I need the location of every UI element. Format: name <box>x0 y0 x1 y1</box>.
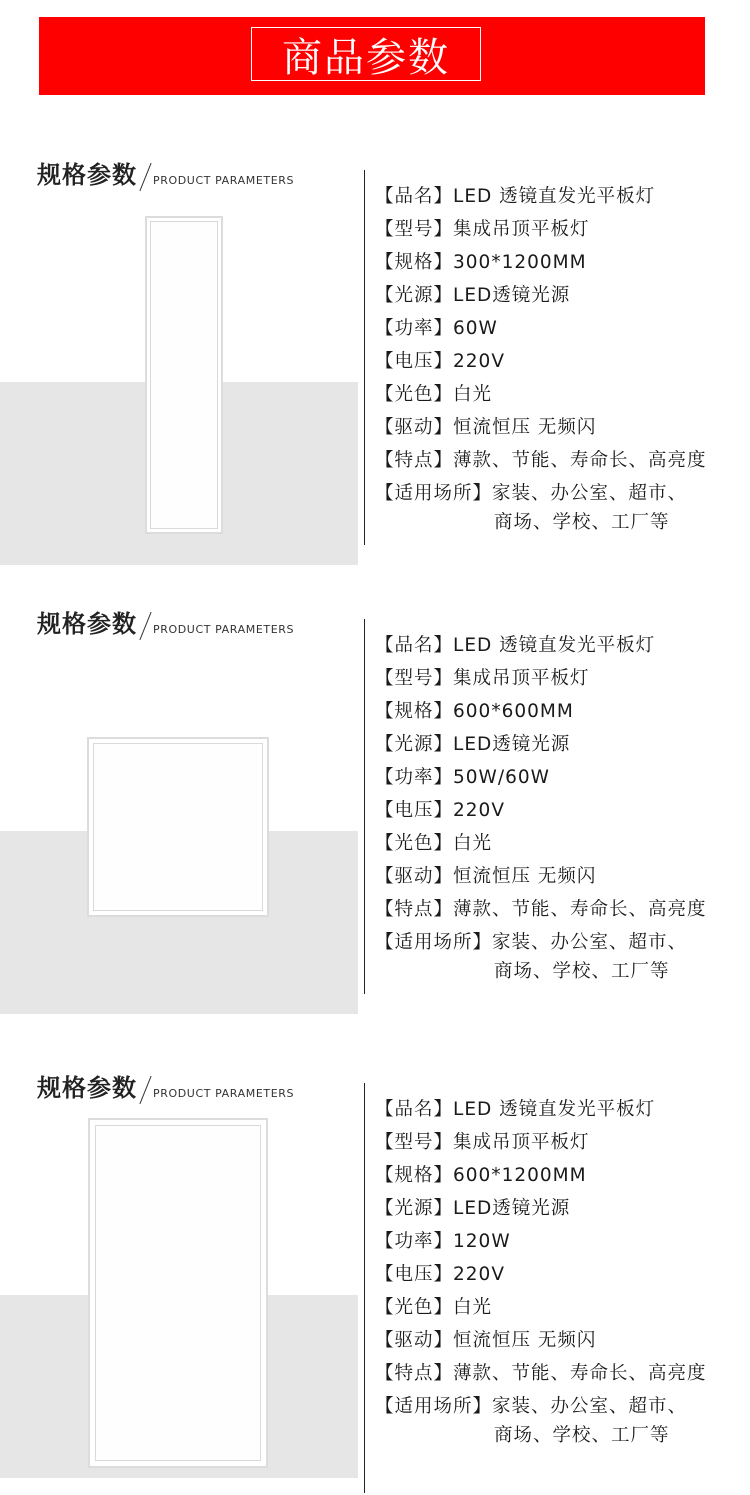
spec-row-driver <box>375 1324 707 1357</box>
spec-key: 【特点】 <box>375 450 454 471</box>
spec-key: 【驱动】 <box>375 417 454 438</box>
spec-usage-continued: 商场、学校、工厂等 <box>494 961 670 982</box>
spec-value: 60W <box>453 318 498 339</box>
spec-value: 120W <box>453 1231 511 1252</box>
spec-row-model <box>375 1126 707 1159</box>
spec-row-voltage <box>375 1258 707 1291</box>
spec-row-name <box>375 1093 707 1126</box>
spec-row-size <box>375 1159 707 1192</box>
product-section-3 <box>0 1068 750 1488</box>
spec-key: 【规格】 <box>375 252 454 273</box>
spec-key: 【适用场所】 <box>375 483 493 504</box>
heading-slash <box>139 163 151 191</box>
spec-key: 【型号】 <box>375 668 454 689</box>
panel-light-image <box>88 1118 268 1468</box>
spec-value: 薄款、节能、寿命长、高亮度 <box>453 899 707 920</box>
spec-key: 【驱动】 <box>375 1330 454 1351</box>
spec-row-power <box>375 1225 707 1258</box>
spec-key: 【功率】 <box>375 1231 454 1252</box>
spec-key: 【光色】 <box>375 1297 454 1318</box>
heading-slash <box>139 1076 151 1104</box>
panel-inner-frame <box>93 743 263 911</box>
spec-key: 【功率】 <box>375 318 454 339</box>
spec-value: 恒流恒压 无频闪 <box>453 417 597 438</box>
divider-line <box>364 1083 365 1493</box>
spec-row-features <box>375 893 707 926</box>
spec-key: 【电压】 <box>375 351 454 372</box>
heading-en: PRODUCT PARAMETERS <box>153 174 295 187</box>
spec-key: 【光色】 <box>375 833 454 854</box>
spec-row-power <box>375 312 707 345</box>
product-section-2 <box>0 604 750 1024</box>
spec-key: 【功率】 <box>375 767 454 788</box>
spec-value: 300*1200MM <box>453 252 587 273</box>
banner-title: 商品参数 <box>251 27 481 81</box>
spec-row-features <box>375 444 707 477</box>
panel-light-image <box>87 737 269 917</box>
spec-key: 【光源】 <box>375 1198 454 1219</box>
heading-slash <box>139 612 151 640</box>
spec-list <box>375 1093 707 1449</box>
spec-key: 【品名】 <box>375 1099 454 1120</box>
spec-key: 【规格】 <box>375 1165 454 1186</box>
spec-key: 【特点】 <box>375 899 454 920</box>
spec-key: 【光色】 <box>375 384 454 405</box>
spec-value: 220V <box>453 800 505 821</box>
spec-value: 600*600MM <box>453 701 574 722</box>
spec-row-size <box>375 695 707 728</box>
spec-key: 【驱动】 <box>375 866 454 887</box>
heading-cn: 规格参数 <box>37 161 137 189</box>
spec-value: 薄款、节能、寿命长、高亮度 <box>453 450 707 471</box>
spec-value: 家装、办公室、超市、 <box>492 932 688 953</box>
spec-row-usage <box>375 926 707 959</box>
spec-key: 【品名】 <box>375 635 454 656</box>
panel-inner-frame <box>95 1125 261 1461</box>
panel-inner-frame <box>150 221 218 529</box>
spec-key: 【电压】 <box>375 1264 454 1285</box>
spec-row-name <box>375 180 707 213</box>
spec-value: 集成吊顶平板灯 <box>453 668 590 689</box>
spec-row-usage <box>375 477 707 510</box>
spec-row-source <box>375 1192 707 1225</box>
section-heading <box>37 155 294 190</box>
spec-row-color <box>375 1291 707 1324</box>
spec-key: 【电压】 <box>375 800 454 821</box>
spec-value: LED 透镜直发光平板灯 <box>453 1099 656 1120</box>
spec-row-driver <box>375 411 707 444</box>
spec-key: 【适用场所】 <box>375 932 493 953</box>
divider-line <box>364 619 365 994</box>
spec-row-name <box>375 629 707 662</box>
spec-value: 恒流恒压 无频闪 <box>453 866 597 887</box>
spec-value: LED透镜光源 <box>453 285 571 306</box>
divider-line <box>364 170 365 545</box>
spec-value: LED透镜光源 <box>453 734 571 755</box>
spec-value: 50W/60W <box>453 767 550 788</box>
spec-row-color <box>375 378 707 411</box>
spec-value: 薄款、节能、寿命长、高亮度 <box>453 1363 707 1384</box>
spec-key: 【光源】 <box>375 734 454 755</box>
spec-key: 【光源】 <box>375 285 454 306</box>
spec-value: 恒流恒压 无频闪 <box>453 1330 597 1351</box>
spec-row-features <box>375 1357 707 1390</box>
spec-row-source <box>375 728 707 761</box>
spec-value: LED透镜光源 <box>453 1198 571 1219</box>
spec-value: 白光 <box>453 833 493 854</box>
spec-list <box>375 180 707 536</box>
spec-row-size <box>375 246 707 279</box>
spec-value: 白光 <box>453 1297 493 1318</box>
spec-key: 【型号】 <box>375 1132 454 1153</box>
spec-value: 白光 <box>453 384 493 405</box>
spec-row-model <box>375 213 707 246</box>
spec-row-voltage <box>375 794 707 827</box>
spec-row-model <box>375 662 707 695</box>
spec-value: 220V <box>453 351 505 372</box>
spec-row-power <box>375 761 707 794</box>
spec-row-voltage <box>375 345 707 378</box>
spec-key: 【规格】 <box>375 701 454 722</box>
spec-value: LED 透镜直发光平板灯 <box>453 635 656 656</box>
spec-value: 家装、办公室、超市、 <box>492 483 688 504</box>
spec-key: 【品名】 <box>375 186 454 207</box>
heading-en: PRODUCT PARAMETERS <box>153 1087 295 1100</box>
spec-row-driver <box>375 860 707 893</box>
spec-value: LED 透镜直发光平板灯 <box>453 186 656 207</box>
spec-value: 家装、办公室、超市、 <box>492 1396 688 1417</box>
spec-row-usage <box>375 1390 707 1423</box>
spec-key: 【适用场所】 <box>375 1396 493 1417</box>
heading-en: PRODUCT PARAMETERS <box>153 623 295 636</box>
heading-cn: 规格参数 <box>37 610 137 638</box>
spec-usage-continued: 商场、学校、工厂等 <box>494 1425 670 1446</box>
section-heading <box>37 1068 294 1103</box>
spec-value: 集成吊顶平板灯 <box>453 219 590 240</box>
spec-row-color <box>375 827 707 860</box>
spec-list <box>375 629 707 985</box>
spec-value: 集成吊顶平板灯 <box>453 1132 590 1153</box>
heading-cn: 规格参数 <box>37 1074 137 1102</box>
section-heading <box>37 604 294 639</box>
spec-value: 600*1200MM <box>453 1165 587 1186</box>
spec-key: 【型号】 <box>375 219 454 240</box>
product-section-1 <box>0 155 750 575</box>
spec-key: 【特点】 <box>375 1363 454 1384</box>
panel-light-image <box>145 216 223 534</box>
spec-value: 220V <box>453 1264 505 1285</box>
spec-row-source <box>375 279 707 312</box>
spec-usage-continued: 商场、学校、工厂等 <box>494 512 670 533</box>
